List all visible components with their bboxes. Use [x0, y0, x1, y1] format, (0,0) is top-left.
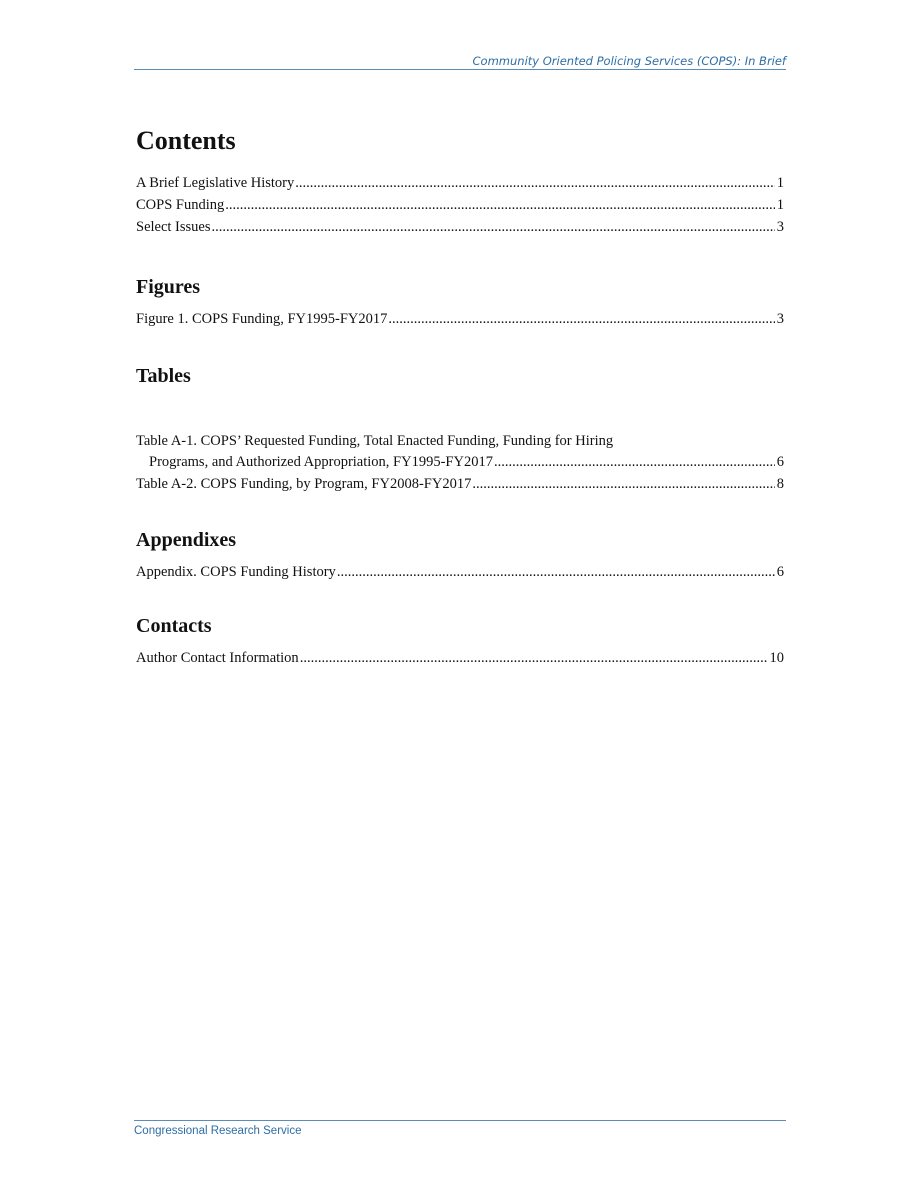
contents-heading: Contents — [136, 126, 236, 155]
appendixes-heading: Appendixes — [136, 529, 237, 551]
toc-entry-page: 6 — [776, 564, 784, 580]
toc-entry-label: COPS Funding — [136, 197, 225, 213]
toc-entry-page: 3 — [776, 219, 784, 235]
toc-entry-table-a2[interactable] — [136, 473, 784, 495]
running-header-title: Community Oriented Policing Services (COPS): In Brief — [472, 54, 786, 68]
footer-publisher: Congressional Research Service — [134, 1125, 302, 1137]
toc-entry-table-a1[interactable] — [136, 431, 784, 473]
toc-entry-page: 1 — [776, 175, 784, 191]
toc-entry-page: 3 — [776, 311, 784, 327]
running-footer — [134, 1120, 786, 1138]
toc-entry-legislative-history[interactable] — [136, 172, 784, 194]
toc-entry-appendix[interactable] — [136, 561, 784, 583]
toc-entry-cops-funding[interactable] — [136, 194, 784, 216]
toc-entry-label: Table A-2. COPS Funding, by Program, FY2008-FY2017 — [136, 476, 472, 492]
dot-leader — [212, 216, 775, 238]
toc-entry-figure-1[interactable] — [136, 308, 784, 330]
toc-entry-label: Select Issues — [136, 219, 211, 235]
toc-entry-select-issues[interactable] — [136, 216, 784, 238]
figures-heading: Figures — [136, 276, 201, 298]
toc-entry-author-contact[interactable] — [136, 647, 784, 669]
toc-entry-page: 8 — [776, 476, 784, 492]
toc-entry-label: Appendix. COPS Funding History — [136, 564, 336, 580]
dot-leader — [295, 172, 774, 194]
contacts-heading: Contacts — [136, 615, 212, 637]
dot-leader — [388, 308, 774, 330]
toc-entry-label: Figure 1. COPS Funding, FY1995-FY2017 — [136, 311, 388, 327]
toc-entry-page: 6 — [776, 454, 784, 470]
toc-entry-label: Author Contact Information — [136, 650, 299, 666]
dot-leader — [225, 194, 775, 216]
table-of-contents — [136, 124, 784, 669]
tables-heading: Tables — [136, 365, 191, 387]
toc-entry-page: 1 — [776, 197, 784, 213]
toc-entry-label-line2: Programs, and Authorized Appropriation, FY1995-FY2017 — [149, 454, 493, 470]
running-header — [134, 54, 786, 70]
toc-entry-label: A Brief Legislative History — [136, 175, 295, 191]
toc-entry-label-line1: Table A-1. COPS’ Requested Funding, Total Enacted Funding, Funding for Hiring — [136, 433, 614, 449]
dot-leader — [494, 451, 775, 473]
dot-leader — [300, 647, 768, 669]
toc-entry-page: 10 — [769, 650, 784, 666]
dot-leader — [337, 561, 775, 583]
dot-leader — [472, 473, 774, 495]
